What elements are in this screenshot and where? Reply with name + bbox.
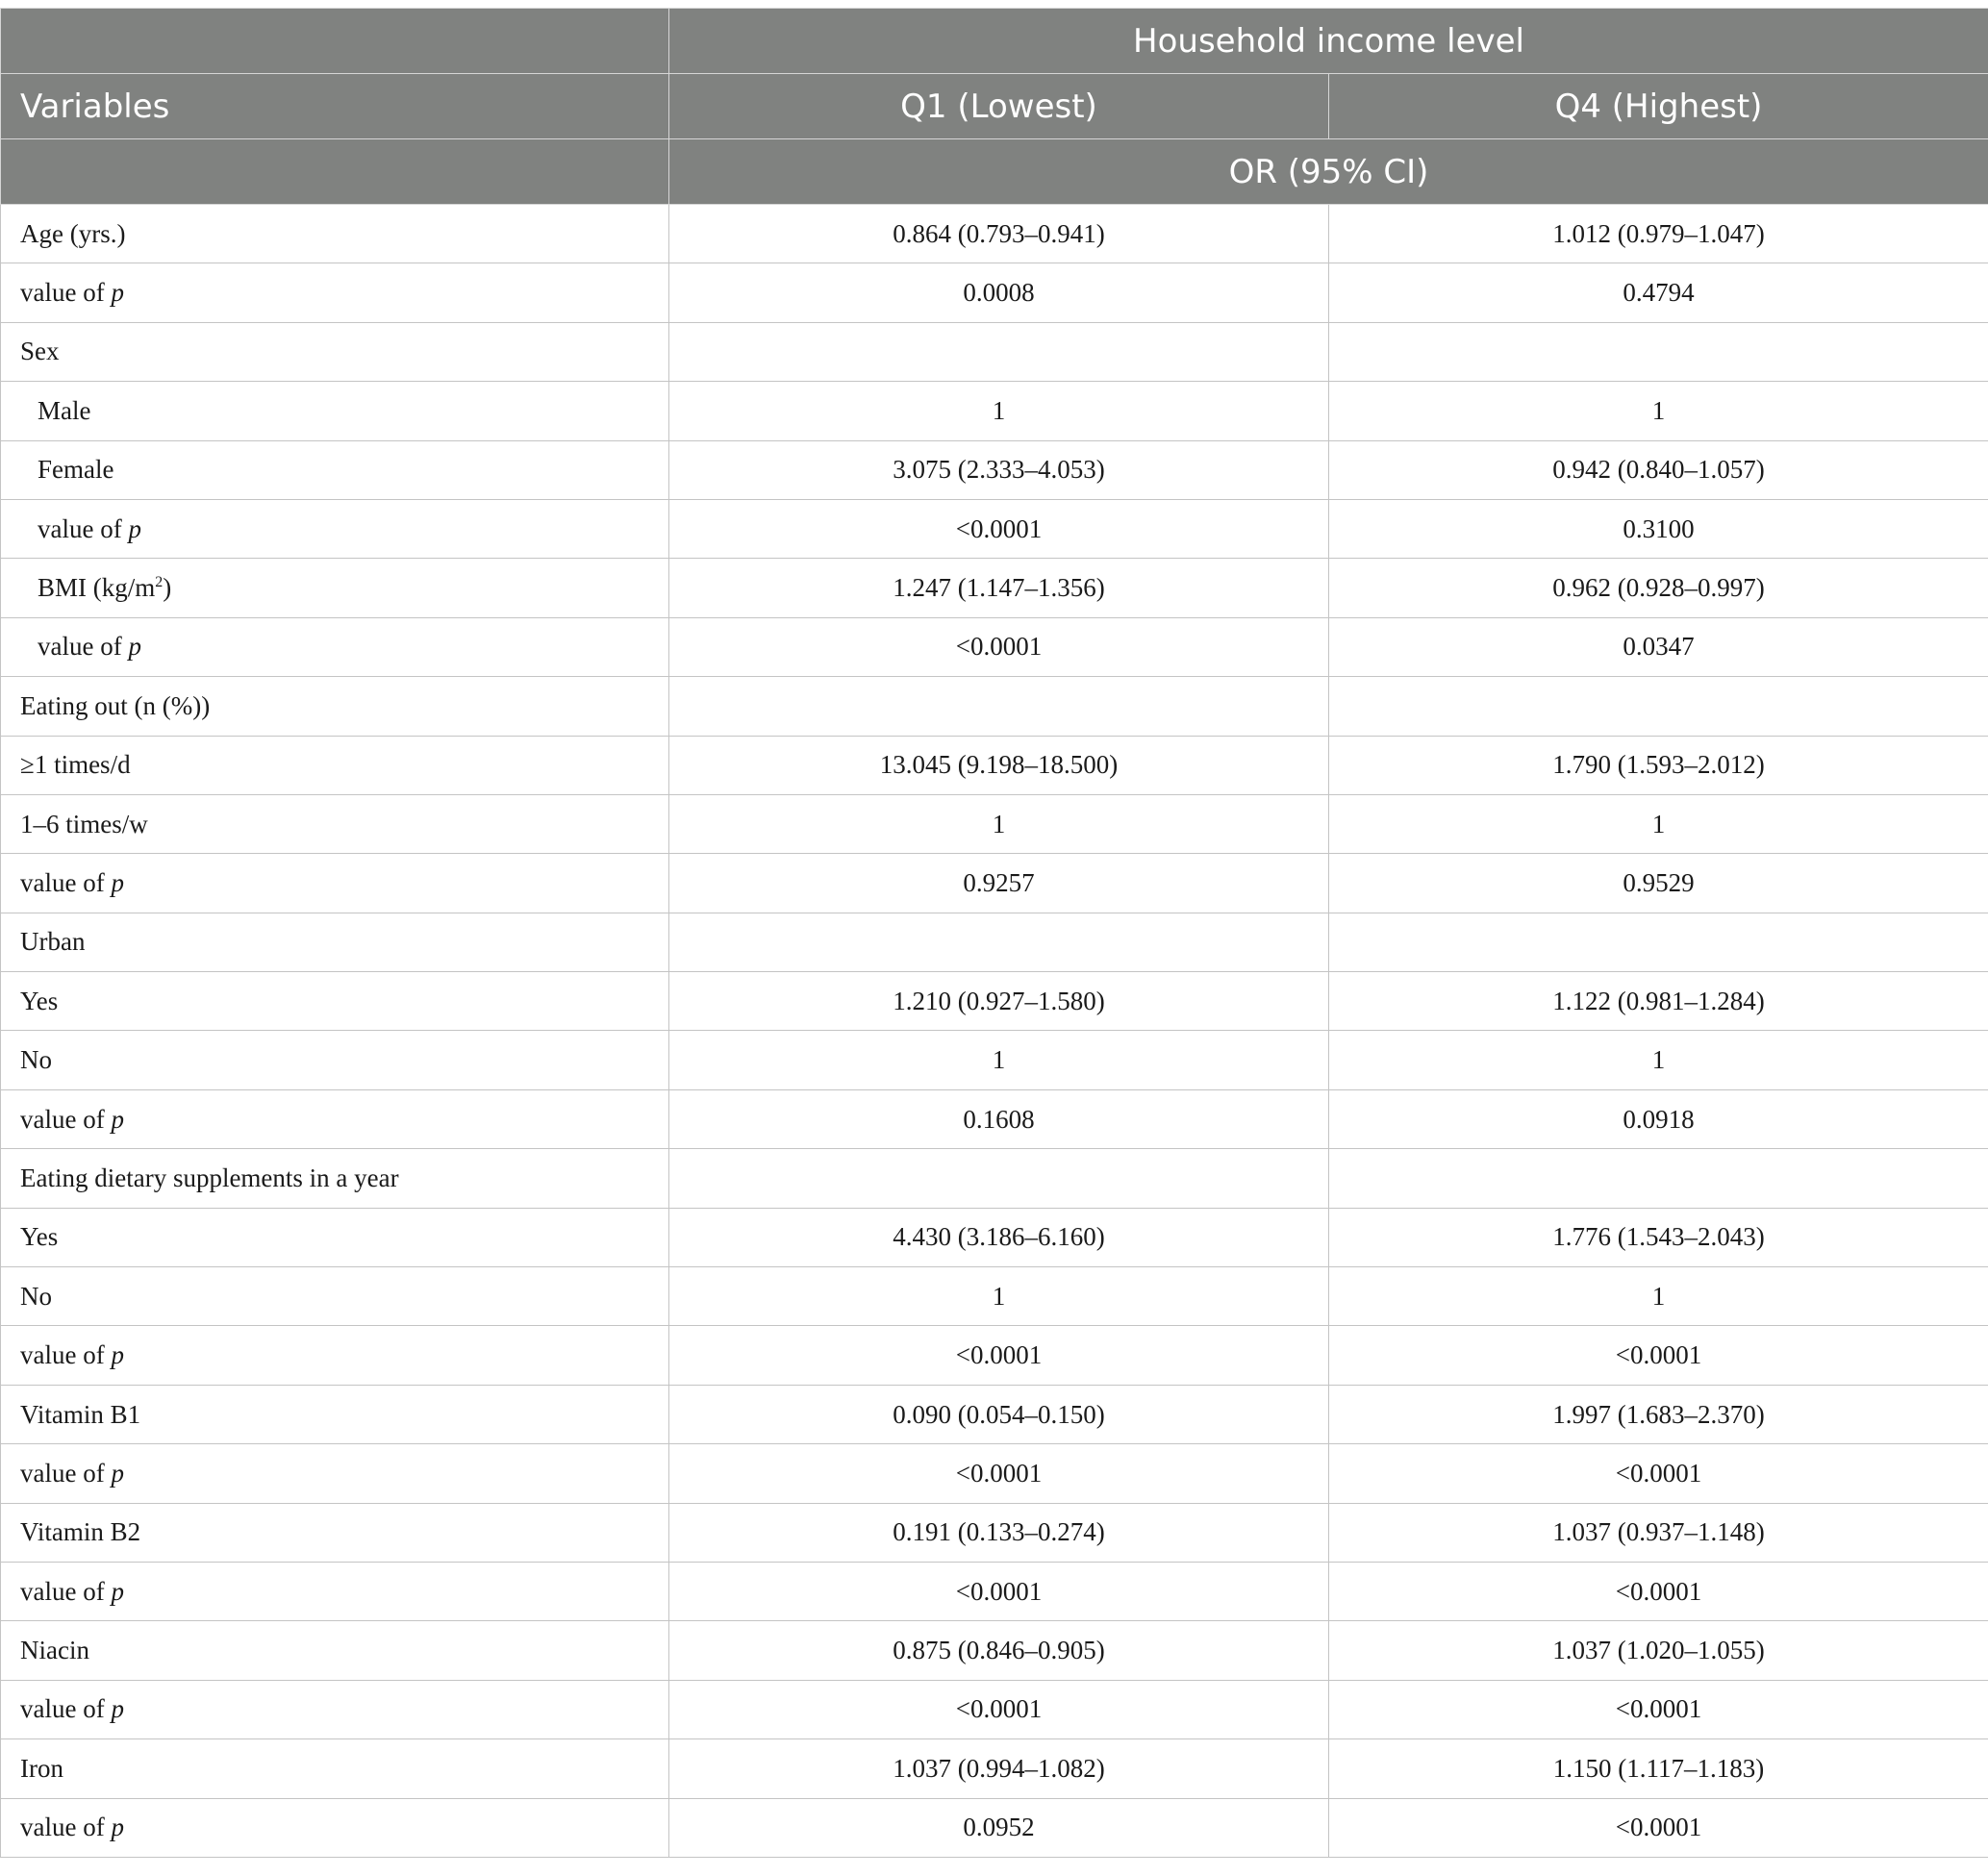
table-row bbox=[1, 794, 1988, 853]
q4-value: <0.0001 bbox=[1329, 1680, 1988, 1738]
row-label-italic: p bbox=[111, 278, 124, 308]
row-label bbox=[1, 617, 669, 676]
row-label-text: value of bbox=[20, 1458, 112, 1488]
row-label-text: Sex bbox=[20, 337, 60, 366]
row-label-text: Niacin bbox=[20, 1636, 89, 1665]
row-label bbox=[1, 1089, 669, 1148]
q1-value bbox=[669, 1149, 1329, 1208]
row-label-text: Vitamin B2 bbox=[20, 1517, 141, 1547]
q1-value: 13.045 (9.198–18.500) bbox=[669, 736, 1329, 794]
row-label bbox=[1, 499, 669, 558]
row-label-italic: p bbox=[111, 1340, 124, 1370]
row-label-text: value of bbox=[20, 867, 112, 897]
row-label-text: Yes bbox=[20, 986, 59, 1015]
row-label-italic: p bbox=[111, 1458, 124, 1488]
q4-value: 1.150 (1.117–1.183) bbox=[1329, 1739, 1988, 1798]
row-label bbox=[1, 1031, 669, 1089]
q1-value: <0.0001 bbox=[669, 1680, 1329, 1738]
q1-value: 0.090 (0.054–0.150) bbox=[669, 1385, 1329, 1443]
row-label bbox=[1, 263, 669, 322]
table-row bbox=[1, 1798, 1988, 1857]
q4-value: 0.0347 bbox=[1329, 617, 1988, 676]
row-label bbox=[1, 1208, 669, 1266]
row-label bbox=[1, 1267, 669, 1326]
row-label-text: No bbox=[20, 1281, 52, 1311]
q1-value: <0.0001 bbox=[669, 1444, 1329, 1503]
row-label-text: value of bbox=[20, 1813, 112, 1842]
header-empty-cell bbox=[1, 9, 669, 74]
row-label bbox=[1, 559, 669, 617]
row-label bbox=[1, 1621, 669, 1680]
q1-value: 4.430 (3.186–6.160) bbox=[669, 1208, 1329, 1266]
q4-value: 1.012 (0.979–1.047) bbox=[1329, 205, 1988, 263]
table-row bbox=[1, 499, 1988, 558]
q4-value: 0.962 (0.928–0.997) bbox=[1329, 559, 1988, 617]
q1-value: <0.0001 bbox=[669, 1326, 1329, 1385]
variables-header: Variables bbox=[1, 74, 669, 139]
q4-value: 0.4794 bbox=[1329, 263, 1988, 322]
q1-value: 0.9257 bbox=[669, 854, 1329, 913]
q1-value: 0.1608 bbox=[669, 1089, 1329, 1148]
row-label bbox=[1, 677, 669, 736]
row-label-text: BMI (kg/m bbox=[38, 573, 156, 603]
row-label-text: Yes bbox=[20, 1222, 59, 1252]
odds-ratio-table bbox=[0, 8, 1988, 1858]
row-label-text: value of bbox=[20, 1340, 112, 1370]
header-row-columns bbox=[1, 74, 1988, 139]
q1-value: 3.075 (2.333–4.053) bbox=[669, 440, 1329, 499]
row-label bbox=[1, 1444, 669, 1503]
q4-value bbox=[1329, 677, 1988, 736]
row-label-italic: p bbox=[111, 1694, 124, 1724]
row-label-text: Age (yrs.) bbox=[20, 218, 126, 248]
q1-value: 0.875 (0.846–0.905) bbox=[669, 1621, 1329, 1680]
table-row bbox=[1, 205, 1988, 263]
row-label bbox=[1, 1798, 669, 1857]
q1-value: 1 bbox=[669, 794, 1329, 853]
row-label-text: Eating out (n (%)) bbox=[20, 690, 211, 720]
q1-value: <0.0001 bbox=[669, 1562, 1329, 1620]
table-row bbox=[1, 736, 1988, 794]
q1-value: <0.0001 bbox=[669, 617, 1329, 676]
q4-value bbox=[1329, 1149, 1988, 1208]
table-row bbox=[1, 1089, 1988, 1148]
q4-value: 1.122 (0.981–1.284) bbox=[1329, 972, 1988, 1031]
row-label bbox=[1, 854, 669, 913]
row-label bbox=[1, 913, 669, 971]
measure-header: OR (95% CI) bbox=[669, 139, 1988, 205]
table-row bbox=[1, 1385, 1988, 1443]
table-row bbox=[1, 617, 1988, 676]
q4-value: 0.9529 bbox=[1329, 854, 1988, 913]
row-label bbox=[1, 972, 669, 1031]
row-label bbox=[1, 322, 669, 381]
table-row bbox=[1, 322, 1988, 381]
row-label-text: Male bbox=[38, 395, 91, 425]
row-label-text: Eating dietary supplements in a year bbox=[20, 1163, 399, 1192]
row-label-text: value of bbox=[20, 1104, 112, 1134]
row-label bbox=[1, 1385, 669, 1443]
row-label-text: Female bbox=[38, 455, 114, 485]
q1-value: 1 bbox=[669, 1031, 1329, 1089]
row-label-text: 1–6 times/w bbox=[20, 809, 148, 838]
row-label-text: No bbox=[20, 1045, 52, 1075]
row-label-text: value of bbox=[20, 1694, 112, 1724]
table-row bbox=[1, 1031, 1988, 1089]
table-row bbox=[1, 1621, 1988, 1680]
table-row bbox=[1, 854, 1988, 913]
table-row bbox=[1, 972, 1988, 1031]
q4-value: 1 bbox=[1329, 794, 1988, 853]
q4-value: 1.037 (0.937–1.148) bbox=[1329, 1503, 1988, 1562]
row-label-text: value of bbox=[20, 1576, 112, 1606]
row-label-text: ≥1 times/d bbox=[20, 750, 131, 780]
q1-value bbox=[669, 913, 1329, 971]
header-row-measure bbox=[1, 139, 1988, 205]
row-label-text: value of bbox=[38, 513, 129, 543]
q1-value: 1.210 (0.927–1.580) bbox=[669, 972, 1329, 1031]
q4-value: 1.037 (1.020–1.055) bbox=[1329, 1621, 1988, 1680]
row-label-italic: p bbox=[111, 1576, 124, 1606]
q4-value: 1.776 (1.543–2.043) bbox=[1329, 1208, 1988, 1266]
q1-value: 0.864 (0.793–0.941) bbox=[669, 205, 1329, 263]
row-label bbox=[1, 1149, 669, 1208]
q1-value: 1 bbox=[669, 1267, 1329, 1326]
table-row bbox=[1, 677, 1988, 736]
q4-value bbox=[1329, 913, 1988, 971]
q4-value: 1.790 (1.593–2.012) bbox=[1329, 736, 1988, 794]
q4-value: <0.0001 bbox=[1329, 1326, 1988, 1385]
table-body bbox=[1, 205, 1988, 1858]
row-label-italic: p bbox=[128, 632, 141, 662]
row-label bbox=[1, 382, 669, 440]
table-row bbox=[1, 1503, 1988, 1562]
row-label bbox=[1, 440, 669, 499]
table-row bbox=[1, 1444, 1988, 1503]
row-label-italic: p bbox=[111, 867, 124, 897]
table-row bbox=[1, 440, 1988, 499]
table-row bbox=[1, 913, 1988, 971]
row-label-italic: p bbox=[111, 1813, 124, 1842]
table-row bbox=[1, 1739, 1988, 1798]
row-label-text: value of bbox=[20, 278, 112, 308]
table-row bbox=[1, 263, 1988, 322]
row-label bbox=[1, 1562, 669, 1620]
row-label-text: value of bbox=[38, 632, 129, 662]
row-label bbox=[1, 1503, 669, 1562]
q4-value: 1 bbox=[1329, 382, 1988, 440]
q1-value bbox=[669, 322, 1329, 381]
table-row bbox=[1, 1267, 1988, 1326]
header-row-group bbox=[1, 9, 1988, 74]
q4-value: <0.0001 bbox=[1329, 1444, 1988, 1503]
table-row bbox=[1, 559, 1988, 617]
row-label bbox=[1, 205, 669, 263]
q1-value: 1.247 (1.147–1.356) bbox=[669, 559, 1329, 617]
row-label-suffix: ) bbox=[163, 573, 172, 603]
row-label-text: Urban bbox=[20, 927, 86, 957]
row-label bbox=[1, 1680, 669, 1738]
table-row bbox=[1, 1208, 1988, 1266]
row-label-text: Vitamin B1 bbox=[20, 1399, 141, 1429]
q1-value: <0.0001 bbox=[669, 499, 1329, 558]
q1-value bbox=[669, 677, 1329, 736]
row-label-italic: p bbox=[128, 513, 141, 543]
row-label bbox=[1, 1326, 669, 1385]
table-row bbox=[1, 1680, 1988, 1738]
group-title: Household income level bbox=[669, 9, 1988, 74]
q4-value: <0.0001 bbox=[1329, 1562, 1988, 1620]
q4-value: 1 bbox=[1329, 1031, 1988, 1089]
q1-value: 1.037 (0.994–1.082) bbox=[669, 1739, 1329, 1798]
row-label-superscript: 2 bbox=[155, 574, 164, 591]
table-row bbox=[1, 1326, 1988, 1385]
q1-value: 0.0952 bbox=[669, 1798, 1329, 1857]
row-label-text: Iron bbox=[20, 1753, 63, 1783]
row-label bbox=[1, 794, 669, 853]
table-header bbox=[1, 9, 1988, 205]
q1-value: 1 bbox=[669, 382, 1329, 440]
q4-value: 0.3100 bbox=[1329, 499, 1988, 558]
table-row bbox=[1, 1149, 1988, 1208]
row-label bbox=[1, 736, 669, 794]
q1-header: Q1 (Lowest) bbox=[669, 74, 1329, 139]
row-label bbox=[1, 1739, 669, 1798]
q4-value: 1 bbox=[1329, 1267, 1988, 1326]
row-label-italic: p bbox=[111, 1104, 124, 1134]
table-row bbox=[1, 382, 1988, 440]
header-empty-cell bbox=[1, 139, 669, 205]
q4-value: <0.0001 bbox=[1329, 1798, 1988, 1857]
table-row bbox=[1, 1562, 1988, 1620]
q4-value: 0.942 (0.840–1.057) bbox=[1329, 440, 1988, 499]
q1-value: 0.191 (0.133–0.274) bbox=[669, 1503, 1329, 1562]
q4-value bbox=[1329, 322, 1988, 381]
q4-header: Q4 (Highest) bbox=[1329, 74, 1988, 139]
q1-value: 0.0008 bbox=[669, 263, 1329, 322]
q4-value: 1.997 (1.683–2.370) bbox=[1329, 1385, 1988, 1443]
table-container bbox=[0, 8, 1988, 1858]
q4-value: 0.0918 bbox=[1329, 1089, 1988, 1148]
